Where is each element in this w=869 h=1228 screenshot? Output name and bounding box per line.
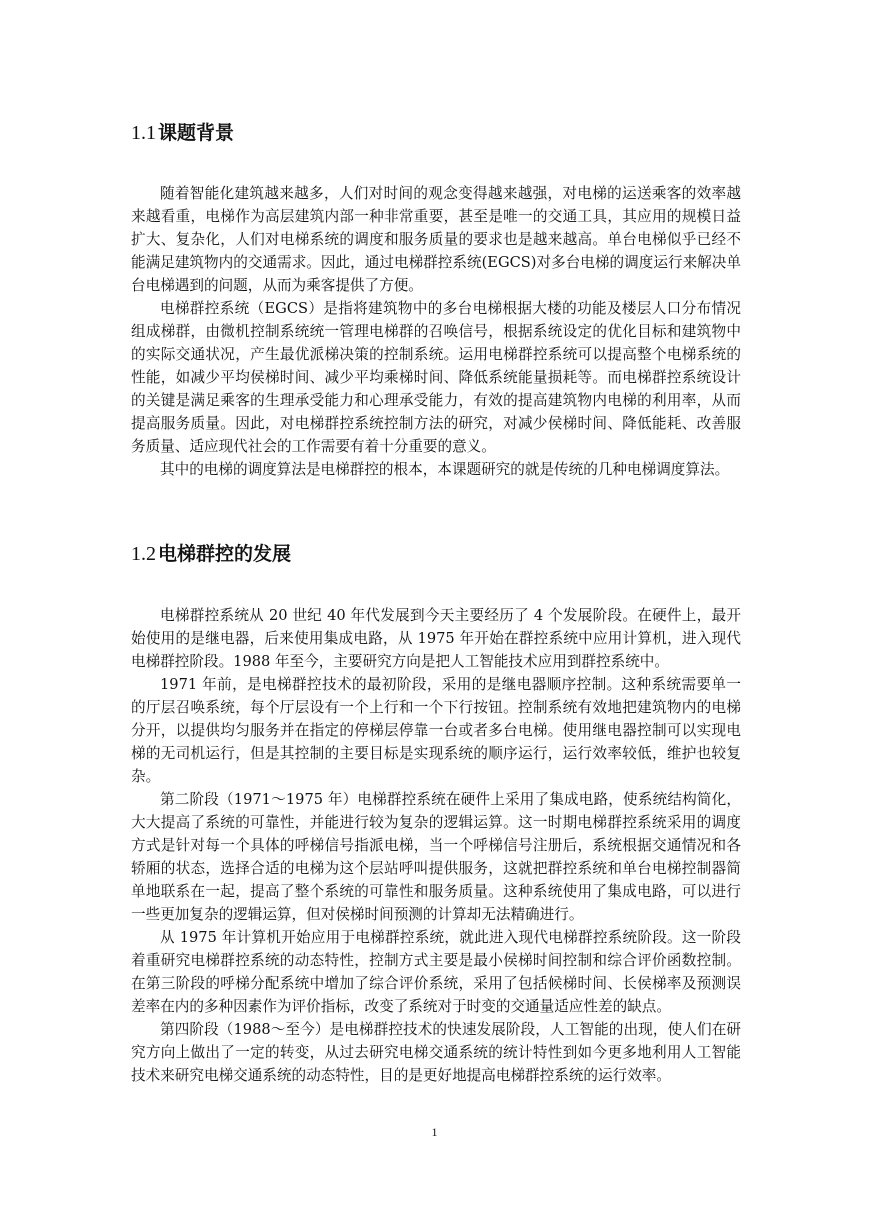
section-1-body: [131, 182, 741, 481]
section-2-paragraph: 1971 年前，是电梯群控技术的最初阶段，采用的是继电器顺序控制。这种系统需要单一的厅层召唤系统，每个厅层设有一个上行和一个下行按钮。控制系统有效地把建筑物内的电梯分开，以提供均匀服务并在指定的停梯层停靠一台或者多台电梯。使用继电器控制可以实现电梯的无司机运行，但是其控制的主要目标是实现系统的顺序运行，运行效率较低，维护也较复杂。: [131, 676, 741, 785]
page-number: 1: [431, 1125, 438, 1139]
section-1-title: 课题背景: [158, 122, 235, 144]
section-1-number: 1.1: [131, 122, 156, 144]
section-1-paragraph: 随着智能化建筑越来越多，人们对时间的观念变得越来越强，对电梯的运送乘客的效率越来越看重，电梯作为高层建筑内部一种非常重要，甚至是唯一的交通工具，其应用的规模日益扩大、复杂化，人们对电梯系统的调度和服务质量的要求也是越来越高。单台电梯似乎已经不能满足建筑物内的交通需求。因此，通过电梯群控系统(EGCS)对多台电梯的调度运行来解决单台电梯遇到的问题，从而为乘客提供了方便。: [131, 185, 741, 294]
section-2-paragraph: 第四阶段（1988～至今）是电梯群控技术的快速发展阶段，人工智能的出现，使人们在研究方向上做出了一定的转变，从过去研究电梯交通系统的统计特性到如今更多地利用人工智能技术来研究电梯交通系统的动态特性，目的是更好地提高电梯群控系统的运行效率。: [131, 1021, 741, 1084]
section-2-paragraph: 第二阶段（1971～1975 年）电梯群控系统在硬件上采用了集成电路，使系统结构简化，大大提高了系统的可靠性，并能进行较为复杂的逻辑运算。这一时期电梯群控系统采用的调度方式是针对每一个具体的呼梯信号指派电梯，当一个呼梯信号注册后，系统根据交通情况和各轿厢的状态，选择合适的电梯为这个层站呼叫提供服务，这就把群控系统和单台电梯控制器简单地联系在一起，提高了整个系统的可靠性和服务质量。这种系统使用了集成电路，可以进行一些更加复杂的逻辑运算，但对侯梯时间预测的计算却无法精确进行。: [131, 791, 741, 923]
section-2-number: 1.2: [131, 543, 156, 565]
section-1-paragraph: 电梯群控系统（EGCS）是指将建筑物中的多台电梯根据大楼的功能及楼层人口分布情况组成梯群，由微机控制系统统一管理电梯群的召唤信号，根据系统设定的优化目标和建筑物中的实际交通状况，产生最优派梯决策的控制系统。运用电梯群控系统可以提高整个电梯系统的性能，如减少平均侯梯时间、减少平均乘梯时间、降低系统能量损耗等。而电梯群控系统设计的关键是满足乘客的生理承受能力和心理承受能力，有效的提高建筑物内电梯的利用率，从而提高服务质量。因此，对电梯群控系统控制方法的研究，对减少侯梯时间、降低能耗、改善服务质量、适应现代社会的工作需要有着十分重要的意义。: [131, 300, 741, 455]
section-2-paragraph: 从 1975 年计算机开始应用于电梯群控系统，就此进入现代电梯群控系统阶段。这一阶段着重研究电梯群控系统的动态特性，控制方式主要是最小侯梯时间控制和综合评价函数控制。在第三阶段的呼梯分配系统中增加了综合评价系统，采用了包括候梯时间、长侯梯率及预测误差率在内的多种因素作为评价指标，改变了系统对于时变的交通量适应性差的缺点。: [131, 929, 741, 1015]
section-2-title: 电梯群控的发展: [158, 543, 292, 565]
section-1-paragraph: 其中的电梯的调度算法是电梯群控的根本，本课题研究的就是传统的几种电梯调度算法。: [160, 461, 730, 478]
section-2-heading: [131, 541, 291, 567]
section-2-body: [131, 604, 741, 1087]
section-1-heading: [131, 120, 234, 146]
section-2-paragraph: 电梯群控系统从 20 世纪 40 年代发展到今天主要经历了 4 个发展阶段。在硬件上，最开始使用的是继电器，后来使用集成电路，从 1975 年开始在群控系统中应用计算机，进入现代电梯群控阶段。1988 年至今，主要研究方向是把人工智能技术应用到群控系统中。: [131, 607, 741, 670]
